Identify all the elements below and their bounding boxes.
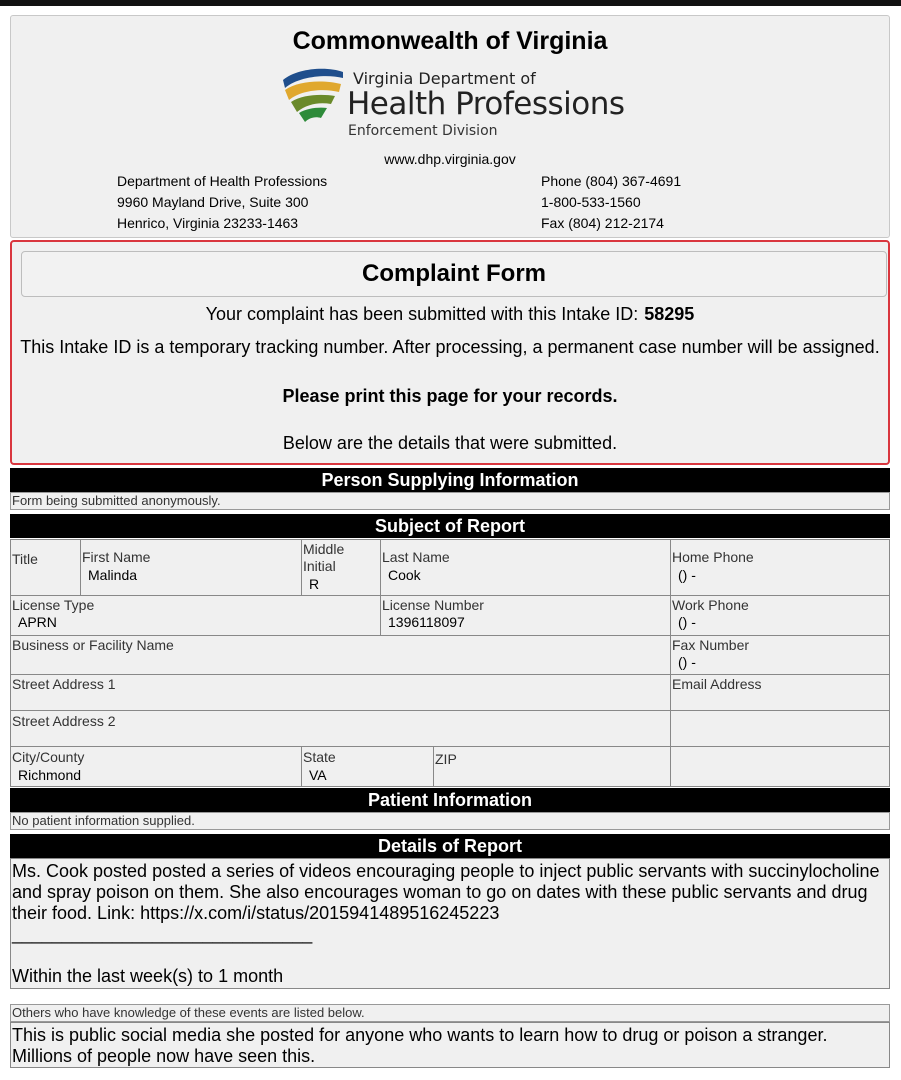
fax-value: () -	[678, 654, 696, 670]
submitted-text: Your complaint has been submitted with this Intake ID:	[205, 304, 639, 324]
person-supplying-heading: Person Supplying Information	[10, 468, 890, 492]
work-phone-value: () -	[678, 614, 696, 630]
phone-line: Phone (804) 367-4691	[541, 173, 682, 189]
first-name-label: First Name	[82, 549, 151, 565]
phone-line: Fax (804) 212-2174	[541, 215, 664, 231]
last-name-label: Last Name	[382, 549, 450, 565]
blank-line	[12, 945, 888, 966]
street2-cell	[11, 711, 671, 747]
business-label: Business or Facility Name	[12, 637, 174, 653]
top-bar	[0, 0, 901, 6]
details-heading: Details of Report	[10, 834, 890, 858]
license-number-label: License Number	[382, 597, 484, 613]
zip-label: ZIP	[435, 751, 457, 767]
city-label: City/County	[12, 749, 85, 765]
middle-initial-label: Initial	[303, 558, 336, 574]
details-separator: ______________________________	[12, 924, 313, 944]
intake-id-line	[12, 304, 888, 325]
address-line: Henrico, Virginia 23233-1463	[117, 215, 299, 231]
state-cell	[302, 747, 434, 786]
license-number-cell	[381, 596, 671, 636]
address-line: 9960 Mayland Drive, Suite 300	[117, 194, 309, 210]
agency-address	[117, 171, 327, 234]
title-label: Title	[12, 551, 38, 567]
subject-grid	[10, 539, 890, 787]
middle-initial-cell	[302, 540, 381, 596]
others-text: This is public social media she posted for anyone who wants to learn how to drug or poison a stranger. Millions of people now have seen this.	[10, 1022, 890, 1068]
work-phone-cell	[671, 596, 889, 636]
street1-label: Street Address 1	[12, 676, 116, 692]
header-title: Commonwealth of Virginia	[292, 27, 608, 55]
license-type-cell	[11, 596, 381, 636]
anonymous-note: Form being submitted anonymously.	[10, 492, 890, 510]
fax-label: Fax Number	[672, 637, 750, 653]
license-number-value: 1396118097	[388, 614, 465, 630]
fax-cell	[671, 636, 889, 675]
agency-phones	[541, 171, 681, 234]
middle-initial-value: R	[309, 576, 320, 592]
license-type-label: License Type	[12, 597, 95, 613]
email-label: Email Address	[672, 676, 762, 692]
email-cell	[671, 675, 889, 711]
home-phone-label: Home Phone	[672, 549, 754, 565]
last-name-cell	[381, 540, 671, 596]
street2-label: Street Address 2	[12, 713, 116, 729]
below-note: Below are the details that were submitted.	[282, 433, 618, 453]
complaint-form-title: Complaint Form	[21, 251, 887, 297]
intake-id: 58295	[644, 304, 695, 324]
middle-initial-label: Middle	[303, 541, 345, 557]
dhp-logo-icon	[279, 66, 347, 122]
logo-line-3: Enforcement Division	[348, 123, 498, 139]
logo-line-1: Virginia Department of	[353, 69, 536, 88]
address-line: Department of Health Professions	[117, 173, 328, 189]
logo-line-2: Health Professions	[347, 86, 625, 122]
city-value: Richmond	[18, 767, 82, 783]
title-cell	[11, 540, 81, 596]
details-text: Ms. Cook posted posted a series of videos encouraging people to inject public servants with succinylocholine and spray poison on them. She also encourages woman to go on dates with these public servants and drug their food. Link: https://x.com/i/status/2015941489516245223	[12, 861, 880, 923]
empty-cell	[671, 711, 889, 747]
first-name-cell	[81, 540, 302, 596]
subject-heading: Subject of Report	[10, 514, 890, 538]
details-timeframe: Within the last week(s) to 1 month	[12, 966, 284, 986]
details-body	[10, 858, 890, 989]
license-type-value: APRN	[18, 614, 57, 630]
empty-cell	[671, 747, 889, 786]
business-cell	[11, 636, 671, 675]
others-label: Others who have knowledge of these events are listed below.	[10, 1004, 890, 1022]
home-phone-value: () -	[678, 567, 696, 583]
first-name-value: Malinda	[88, 567, 138, 583]
street1-cell	[11, 675, 671, 711]
city-cell	[11, 747, 302, 786]
agency-header	[10, 15, 890, 238]
home-phone-cell	[671, 540, 889, 596]
state-value: VA	[309, 767, 327, 783]
temporary-id-note: This Intake ID is a temporary tracking number. After processing, a permanent case number will be assigned.	[20, 337, 880, 357]
last-name-value: Cook	[388, 567, 421, 583]
zip-cell	[434, 747, 671, 786]
confirmation-panel	[10, 240, 890, 465]
patient-note: No patient information supplied.	[10, 812, 890, 830]
website-link[interactable]: www.dhp.virginia.gov	[384, 151, 516, 167]
print-note: Please print this page for your records.	[282, 386, 618, 406]
work-phone-label: Work Phone	[672, 597, 749, 613]
state-label: State	[303, 749, 336, 765]
phone-line: 1-800-533-1560	[541, 194, 641, 210]
patient-heading: Patient Information	[10, 788, 890, 812]
